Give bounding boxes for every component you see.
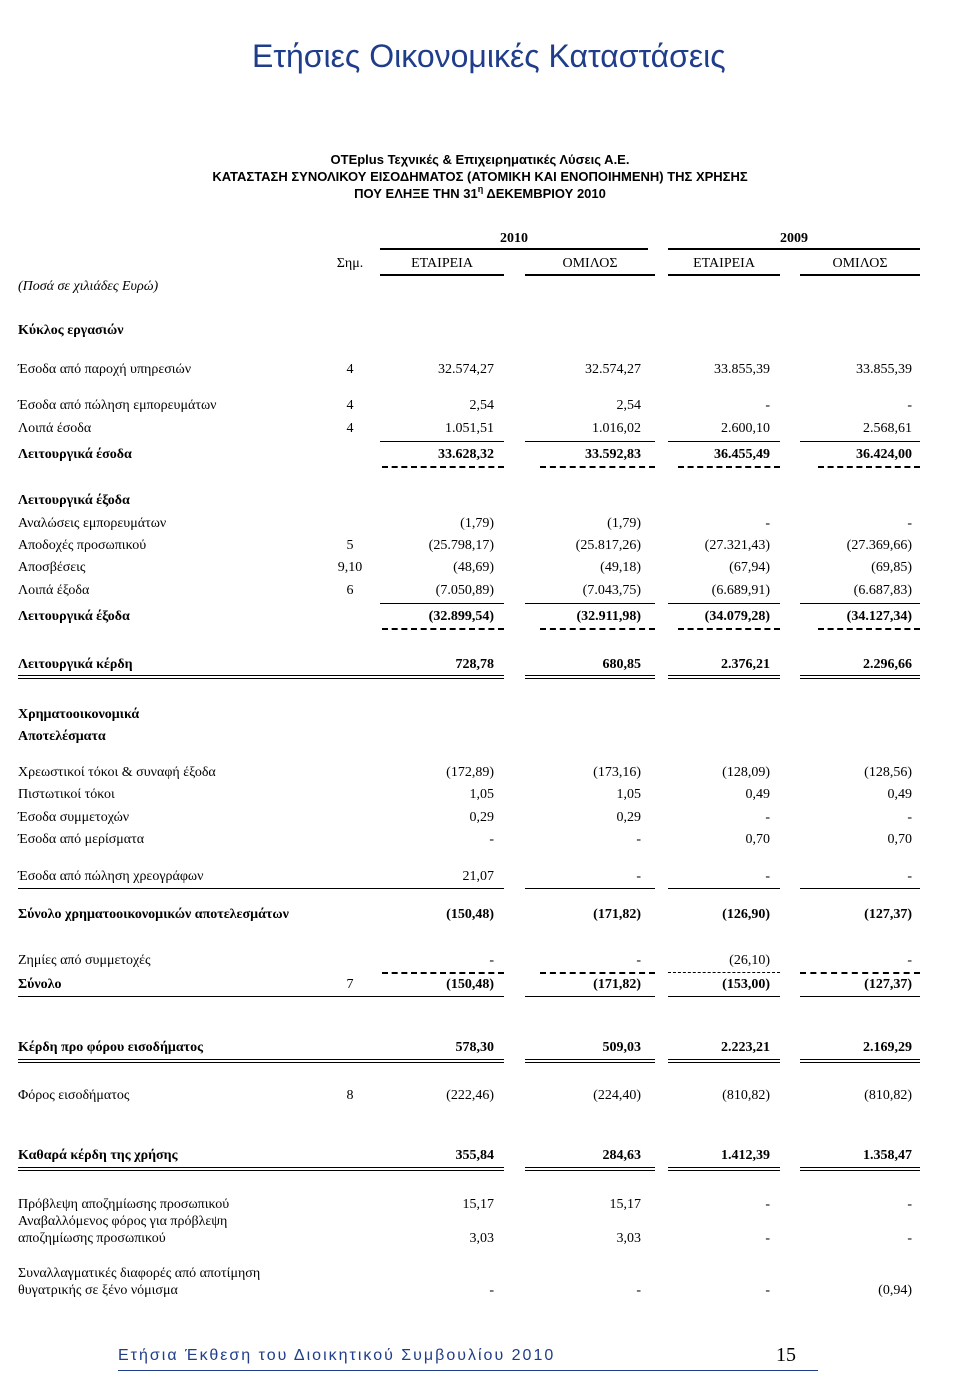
value-company-2010: 1.051,51	[445, 421, 494, 436]
value-company-2010: (32.899,54)	[428, 609, 494, 624]
value-group-2010: 0,29	[616, 810, 641, 825]
company-2010-underline	[380, 274, 504, 276]
table-row	[0, 657, 960, 677]
group-2009-header: ΟΜΙΛΟΣ	[832, 256, 888, 271]
double-rule	[18, 1059, 504, 1063]
row-note: 4	[346, 398, 354, 413]
statement-title-line1: ΚΑΤΑΣΤΑΣΗ ΣΥΝΟΛΙΚΟΥ ΕΙΣΟΔΗΜΑΤΟΣ (ΑΤΟΜΙΚΗ ΚΑΙ ΕΝΟΠΟΙΗΜΕΝΗ) ΤΗΣ ΧΡΗΣΗΣ	[212, 169, 748, 184]
row-label: Κέρδη προ φόρου εισοδήματος	[18, 1040, 204, 1055]
value-company-2010: 578,30	[455, 1040, 494, 1055]
table-row	[0, 765, 960, 785]
row-label: Έσοδα από πώληση εμπορευμάτων	[18, 398, 217, 413]
rule	[525, 441, 655, 442]
table-row	[0, 729, 960, 749]
double-rule	[668, 1167, 780, 1171]
value-group-2010: -	[636, 832, 641, 847]
table-row	[0, 1040, 960, 1060]
table-row	[0, 323, 960, 343]
row-note: 8	[346, 1088, 354, 1103]
row-label: Έσοδα από παροχή υπηρεσιών	[18, 362, 192, 377]
rule	[382, 972, 504, 974]
value-group-2009: -	[907, 1231, 912, 1246]
table-row	[0, 1231, 960, 1251]
table-row	[0, 832, 960, 852]
row-label: Λοιπά έξοδα	[18, 583, 90, 598]
note-column-header: Σημ.	[336, 256, 364, 271]
row-label: Λοιπά έσοδα	[18, 421, 92, 436]
table-row	[0, 583, 960, 603]
row-label: Αποτελέσματα	[18, 729, 106, 744]
rule	[678, 628, 780, 630]
value-company-2010: (150,48)	[446, 907, 494, 922]
company-2009-underline	[668, 274, 780, 276]
row-note: 6	[346, 583, 354, 598]
rule	[18, 996, 504, 997]
value-group-2010: (224,40)	[593, 1088, 641, 1103]
value-company-2010: (1,79)	[460, 516, 494, 531]
table-row	[0, 707, 960, 727]
value-company-2009: (153,00)	[722, 977, 770, 992]
rule	[668, 441, 780, 442]
group-2010-header: ΟΜΙΛΟΣ	[562, 256, 618, 271]
value-group-2009: (127,37)	[864, 977, 912, 992]
value-group-2009: -	[907, 869, 912, 884]
table-row	[0, 787, 960, 807]
value-company-2009: (128,09)	[722, 765, 770, 780]
value-group-2010: 2,54	[616, 398, 641, 413]
value-group-2009: 2.568,61	[863, 421, 912, 436]
row-label: Αναλώσεις εμπορευμάτων	[18, 516, 167, 531]
rule	[800, 996, 920, 997]
value-group-2009: 2.169,29	[863, 1040, 912, 1055]
value-company-2010: 1,05	[469, 787, 494, 802]
value-company-2010: -	[489, 832, 494, 847]
value-company-2010: 2,54	[469, 398, 494, 413]
value-company-2009: -	[765, 1283, 770, 1298]
row-note: 4	[346, 421, 354, 436]
value-group-2009: -	[907, 810, 912, 825]
row-label: Έσοδα συμμετοχών	[18, 810, 130, 825]
value-group-2009: (128,56)	[864, 765, 912, 780]
value-company-2009: 2.223,21	[721, 1040, 770, 1055]
rule	[525, 996, 655, 997]
value-group-2010: 509,03	[602, 1040, 641, 1055]
value-group-2009: 0,70	[887, 832, 912, 847]
row-note: 7	[346, 977, 354, 992]
row-label: Λειτουργικά έξοδα	[18, 493, 130, 508]
value-company-2010: 728,78	[455, 657, 494, 672]
value-company-2010: 15,17	[462, 1197, 494, 1212]
value-group-2009: 1.358,47	[863, 1148, 912, 1163]
year-2009-header: 2009	[780, 231, 808, 246]
value-company-2010: (25.798,17)	[428, 538, 494, 553]
value-company-2010: -	[489, 1283, 494, 1298]
row-label: Λειτουργικά έσοδα	[18, 447, 132, 462]
row-label: Αποδοχές προσωπικού	[18, 538, 147, 553]
table-row	[0, 560, 960, 580]
rule	[380, 603, 504, 604]
value-company-2009: -	[765, 516, 770, 531]
row-label: Αναβαλλόμενος φόρος για πρόβλεψη	[18, 1214, 228, 1229]
value-company-2009: -	[765, 1231, 770, 1246]
table-row	[0, 810, 960, 830]
double-rule	[18, 675, 504, 679]
row-label: Χρηματοοικονομικά	[18, 707, 140, 722]
double-rule	[525, 675, 655, 679]
rule	[800, 441, 920, 442]
value-company-2010: 3,03	[469, 1231, 494, 1246]
row-label: Κύκλος εργασιών	[18, 323, 124, 338]
value-company-2009: (26,10)	[729, 953, 770, 968]
value-company-2009: (6.689,91)	[711, 583, 770, 598]
value-group-2010: -	[636, 953, 641, 968]
value-group-2010: 3,03	[616, 1231, 641, 1246]
group-2009-underline	[800, 274, 920, 276]
double-rule	[525, 1059, 655, 1063]
row-label: Σύνολο	[18, 977, 62, 992]
value-group-2010: -	[636, 1283, 641, 1298]
company-2010-header: ΕΤΑΙΡΕΙΑ	[411, 256, 473, 271]
value-group-2009: -	[907, 516, 912, 531]
rule	[678, 466, 780, 468]
value-company-2010: (172,89)	[446, 765, 494, 780]
value-group-2010: (32.911,98)	[576, 609, 641, 624]
rule	[668, 972, 780, 973]
row-label: Έσοδα από μερίσματα	[18, 832, 145, 847]
year-2009-underline	[668, 248, 920, 250]
value-company-2009: -	[765, 869, 770, 884]
table-row	[0, 609, 960, 629]
value-company-2010: (222,46)	[446, 1088, 494, 1103]
page-number: 15	[776, 1344, 796, 1366]
value-company-2009: (27.321,43)	[704, 538, 770, 553]
value-group-2010: 680,85	[602, 657, 641, 672]
footer-text: Ετήσια Έκθεση του Διοικητικού Συμβουλίου 2010	[118, 1347, 556, 1364]
table-row	[0, 538, 960, 558]
value-company-2010: (48,69)	[453, 560, 494, 575]
table-row	[0, 1088, 960, 1108]
row-label: Έσοδα από πώληση χρεογράφων	[18, 869, 204, 884]
rule	[540, 628, 655, 630]
value-group-2009: (34.127,34)	[846, 609, 912, 624]
rule	[540, 466, 655, 468]
double-rule	[525, 1167, 655, 1171]
value-company-2009: -	[765, 810, 770, 825]
value-group-2010: 1.016,02	[592, 421, 641, 436]
value-company-2009: -	[765, 1197, 770, 1212]
value-group-2010: (7.043,75)	[582, 583, 641, 598]
table-row	[0, 447, 960, 467]
value-group-2010: (1,79)	[607, 516, 641, 531]
row-label: αποζημίωσης προσωπικού	[18, 1231, 166, 1246]
rule	[540, 972, 655, 974]
row-label: Σύνολο χρηματοοικονομικών αποτελεσμάτων	[18, 907, 289, 922]
group-2010-underline	[525, 274, 655, 276]
value-company-2010: 0,29	[469, 810, 494, 825]
value-company-2009: 0,70	[745, 832, 770, 847]
value-company-2009: (67,94)	[729, 560, 770, 575]
rule	[380, 441, 504, 442]
row-label: Καθαρά κέρδη της χρήσης	[18, 1148, 178, 1163]
value-group-2009: (0,94)	[878, 1283, 912, 1298]
row-label: Χρεωστικοί τόκοι & συναφή έξοδα	[18, 765, 216, 780]
table-row	[0, 1148, 960, 1168]
company-name: OTEplus Τεχνικές & Επιχειρηματικές Λύσεις Α.Ε.	[330, 152, 630, 167]
double-rule	[800, 1059, 920, 1063]
table-row	[0, 869, 960, 889]
rule	[818, 628, 920, 630]
value-company-2010: 355,84	[455, 1148, 494, 1163]
value-company-2009: 0,49	[745, 787, 770, 802]
rule	[668, 888, 780, 889]
value-group-2009: (69,85)	[871, 560, 912, 575]
value-company-2010: -	[489, 953, 494, 968]
double-rule	[668, 1059, 780, 1063]
row-label: Πρόβλεψη αποζημίωσης προσωπικού	[18, 1197, 230, 1212]
double-rule	[800, 675, 920, 679]
value-group-2009: 0,49	[887, 787, 912, 802]
value-company-2009: 36.455,49	[714, 447, 770, 462]
value-company-2009: (34.079,28)	[704, 609, 770, 624]
rule	[818, 466, 920, 468]
row-label: Συναλλαγματικές διαφορές από αποτίμηση	[18, 1266, 261, 1281]
row-note: 5	[346, 538, 354, 553]
value-group-2010: -	[636, 869, 641, 884]
year-2010-underline	[380, 248, 648, 250]
value-group-2010: 15,17	[609, 1197, 641, 1212]
table-row	[0, 907, 960, 927]
table-row	[0, 398, 960, 418]
value-group-2009: (127,37)	[864, 907, 912, 922]
table-row	[0, 516, 960, 536]
value-group-2009: -	[907, 398, 912, 413]
footer-rule	[118, 1370, 818, 1371]
rule	[800, 888, 920, 889]
year-2010-header: 2010	[500, 231, 528, 246]
table-row	[0, 977, 960, 997]
value-group-2009: 2.296,66	[863, 657, 912, 672]
row-label: Αποσβέσεις	[18, 560, 86, 575]
value-group-2010: 32.574,27	[585, 362, 641, 377]
row-label: Πιστωτικοί τόκοι	[18, 787, 115, 802]
value-group-2010: 33.592,83	[585, 447, 641, 462]
row-label: Λειτουργικά έξοδα	[18, 609, 130, 624]
value-group-2009: (810,82)	[864, 1088, 912, 1103]
rule	[382, 628, 504, 630]
rule	[800, 603, 920, 604]
value-company-2009: (126,90)	[722, 907, 770, 922]
value-company-2010: 21,07	[462, 869, 494, 884]
row-label: Λειτουργικά κέρδη	[18, 657, 133, 672]
value-group-2010: 1,05	[616, 787, 641, 802]
value-group-2009: 33.855,39	[856, 362, 912, 377]
value-group-2010: (171,82)	[593, 977, 641, 992]
value-group-2010: (25.817,26)	[575, 538, 641, 553]
value-company-2010: 32.574,27	[438, 362, 494, 377]
value-company-2009: 2.376,21	[721, 657, 770, 672]
value-group-2010: (49,18)	[600, 560, 641, 575]
table-row	[0, 493, 960, 513]
page-title: Ετήσιες Οικονομικές Καταστάσεις	[252, 38, 726, 74]
table-row	[0, 362, 960, 382]
rule	[800, 972, 920, 974]
value-company-2009: 1.412,39	[721, 1148, 770, 1163]
double-rule	[18, 1167, 504, 1171]
row-note: 9,10	[337, 560, 363, 575]
value-group-2009: 36.424,00	[856, 447, 912, 462]
value-company-2009: (810,82)	[722, 1088, 770, 1103]
value-group-2009: -	[907, 953, 912, 968]
value-company-2009: 2.600,10	[721, 421, 770, 436]
amounts-note: (Ποσά σε χιλιάδες Ευρώ)	[18, 279, 159, 294]
rule	[18, 888, 504, 889]
table-row	[0, 421, 960, 441]
value-company-2009: -	[765, 398, 770, 413]
row-label: θυγατρικής σε ξένο νόμισμα	[18, 1283, 178, 1298]
value-company-2010: 33.628,32	[438, 447, 494, 462]
rule	[525, 888, 655, 889]
rule	[525, 603, 655, 604]
value-company-2010: (150,48)	[446, 977, 494, 992]
table-row	[0, 1283, 960, 1303]
rule	[668, 603, 780, 604]
value-group-2010: (171,82)	[593, 907, 641, 922]
statement-title-line2: ΠΟΥ ΕΛΗΞΕ ΤΗΝ $31^\eta$ ΔΕΚΕΜΒΡΙΟΥ 2010	[354, 184, 606, 201]
rule	[668, 996, 780, 997]
double-rule	[800, 1167, 920, 1171]
company-2009-header: ΕΤΑΙΡΕΙΑ	[693, 256, 755, 271]
row-label: Φόρος εισοδήματος	[18, 1088, 130, 1103]
value-group-2009: (27.369,66)	[846, 538, 912, 553]
row-label: Ζημίες από συμμετοχές	[18, 953, 151, 968]
value-group-2009: -	[907, 1197, 912, 1212]
table-row	[0, 953, 960, 973]
row-note: 4	[346, 362, 354, 377]
value-company-2009: 33.855,39	[714, 362, 770, 377]
value-company-2010: (7.050,89)	[435, 583, 494, 598]
value-group-2010: (173,16)	[593, 765, 641, 780]
double-rule	[668, 675, 780, 679]
value-group-2009: (6.687,83)	[853, 583, 912, 598]
value-group-2010: 284,63	[602, 1148, 641, 1163]
rule	[382, 466, 504, 468]
